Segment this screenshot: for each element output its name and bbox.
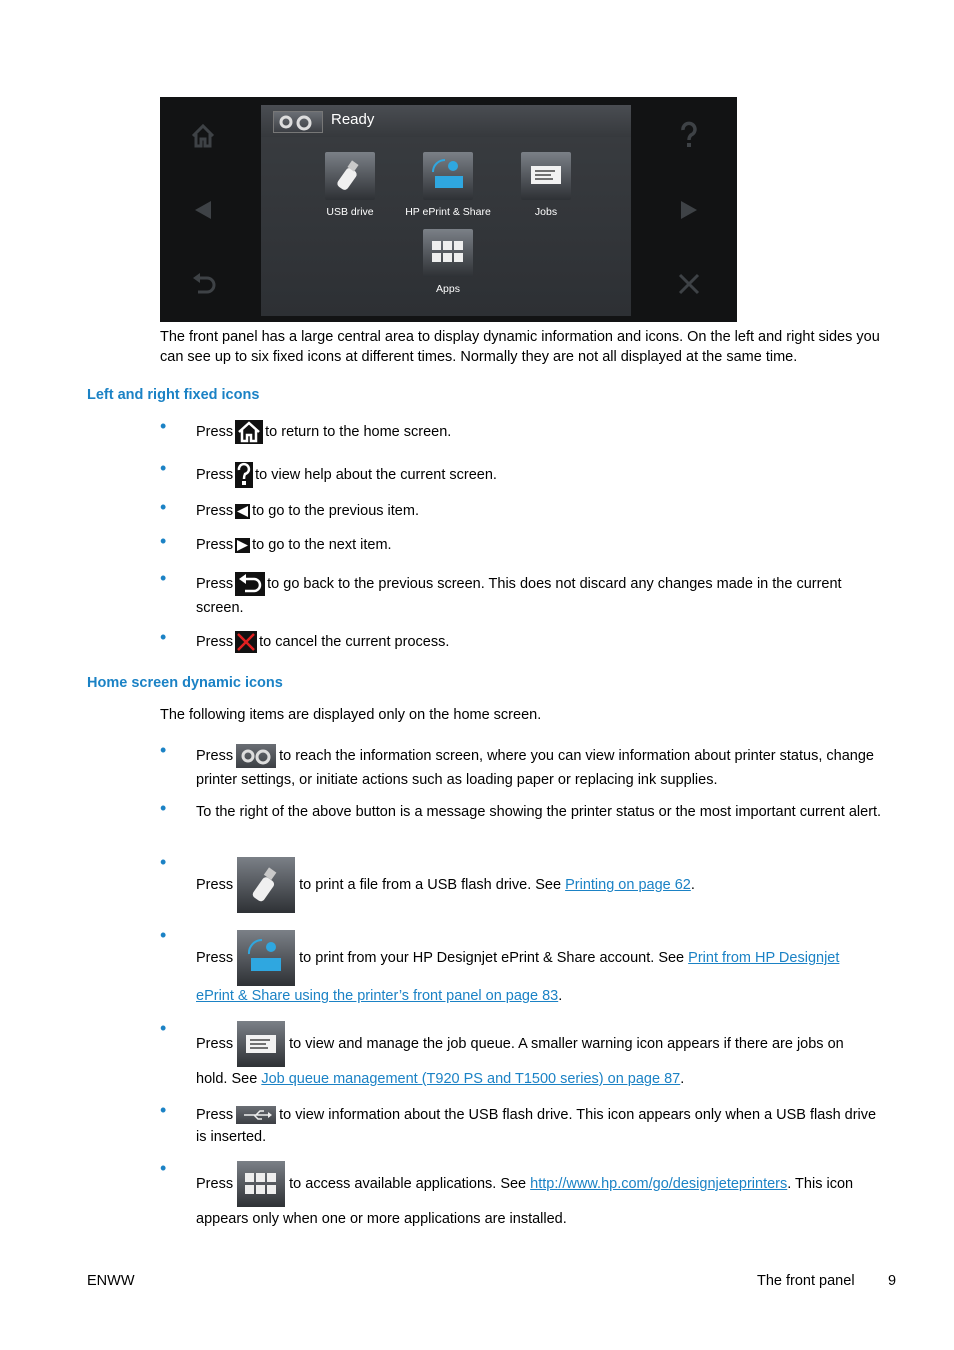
section-lead: The following items are displayed only on the home screen.	[160, 707, 542, 723]
next-arrow-icon	[675, 196, 703, 224]
list-item: Press to return to the home screen.	[196, 420, 886, 444]
footer-title: The front panel	[757, 1273, 855, 1289]
help-icon	[675, 121, 703, 149]
list-item: Press to cancel the current process.	[196, 631, 886, 653]
link-designjet-eprinters[interactable]: http://www.hp.com/go/designjeteprinters	[530, 1176, 788, 1192]
list-item-continuation: ePrint & Share using the printer’s front panel on page 83.	[196, 988, 563, 1004]
list-item-continuation: appears only when one or more applications are installed.	[196, 1211, 567, 1227]
apps-icon	[423, 229, 473, 277]
panel-display	[261, 105, 631, 316]
section-heading: Home screen dynamic icons	[87, 675, 283, 691]
page-number: 9	[888, 1273, 897, 1289]
bullet: •	[160, 1018, 167, 1038]
list-item: Press to view information about the USB flash drive. This icon appears only when a USB flash drive is inserted.	[196, 1107, 877, 1145]
list-item: Press to access available applications. See http://www.hp.com/go/designjeteprinters. This icon	[196, 1161, 886, 1207]
apps-icon	[237, 1161, 285, 1207]
bullet: •	[160, 925, 167, 945]
link-job-queue[interactable]: Job queue management (T920 PS and T1500 series) on page 87	[261, 1071, 681, 1087]
footer-left: ENWW	[87, 1273, 135, 1289]
link-printing[interactable]: Printing on page 62	[565, 877, 691, 893]
back-icon	[189, 270, 217, 298]
bullet: •	[160, 568, 167, 588]
eprint-share-icon	[237, 930, 295, 986]
bullet: •	[160, 1158, 167, 1178]
cancel-icon	[675, 270, 703, 298]
eprint-share-icon	[423, 152, 473, 200]
gears-icon	[236, 744, 276, 768]
jobs-app	[501, 152, 591, 218]
usb-drive-icon	[237, 857, 295, 913]
usb-drive-icon	[325, 152, 375, 200]
list-item: Press to go to the next item.	[196, 537, 392, 553]
eprint-share-app	[403, 152, 493, 218]
list-item: Press to go back to the previous screen. This does not discard any changes made in the current screen.	[196, 572, 886, 620]
app-label: USB drive	[326, 206, 374, 218]
previous-arrow-icon	[189, 196, 217, 224]
link-eprint-continued[interactable]: ePrint & Share using the printer’s front panel on page 83	[196, 988, 559, 1004]
bullet: •	[160, 497, 167, 517]
bullet: •	[160, 1100, 167, 1120]
app-label: HP ePrint & Share	[405, 206, 491, 218]
apps-app	[403, 229, 493, 295]
cancel-icon	[235, 631, 257, 653]
usb-symbol-icon	[236, 1106, 276, 1124]
front-panel-screenshot	[160, 97, 737, 322]
link-eprint[interactable]: Print from HP Designjet	[688, 950, 840, 966]
intro-paragraph: The front panel has a large central area to display dynamic information and icons. On the left and right sides you can see up to six fixed icons at different times. Normally they are not all displayed at the same time.	[160, 329, 880, 365]
bullet: •	[160, 627, 167, 647]
bullet: •	[160, 416, 167, 436]
status-text: Ready	[331, 111, 375, 128]
jobs-icon	[521, 152, 571, 200]
home-icon	[189, 122, 217, 150]
home-icon	[235, 420, 263, 444]
usb-drive-app	[305, 152, 395, 218]
jobs-icon	[237, 1021, 285, 1067]
list-item: Press to go to the previous item.	[196, 503, 419, 519]
bullet: •	[160, 740, 167, 760]
help-icon	[235, 462, 253, 488]
bullet: •	[160, 531, 167, 551]
previous-arrow-icon	[235, 504, 250, 519]
list-item: Press to print from your HP Designjet ePrint & Share account. See Print from HP Designjet	[196, 930, 886, 986]
bullet: •	[160, 458, 167, 478]
next-arrow-icon	[235, 538, 250, 553]
back-icon	[235, 572, 265, 596]
list-item: Press to view help about the current screen.	[196, 462, 886, 488]
list-item: Press to reach the information screen, where you can view information about printer status, change printer settings, or initiate actions such as loading paper or replacing ink supplies.	[196, 744, 886, 792]
list-item-continuation: hold. See Job queue management (T920 PS and T1500 series) on page 87.	[196, 1071, 685, 1087]
list-item: Press to view and manage the job queue. A smaller warning icon appears if there are jobs on	[196, 1021, 886, 1067]
list-item: Press to print a file from a USB flash drive. See Printing on page 62.	[196, 857, 886, 913]
app-label: Apps	[436, 283, 460, 295]
bullet: •	[160, 798, 167, 818]
bullet: •	[160, 852, 167, 872]
app-label: Jobs	[534, 206, 558, 218]
list-item: To the right of the above button is a message showing the printer status or the most important current alert.	[196, 804, 882, 820]
gears-icon	[273, 111, 323, 133]
status-bar	[261, 105, 631, 137]
section-heading: Left and right fixed icons	[87, 387, 260, 403]
